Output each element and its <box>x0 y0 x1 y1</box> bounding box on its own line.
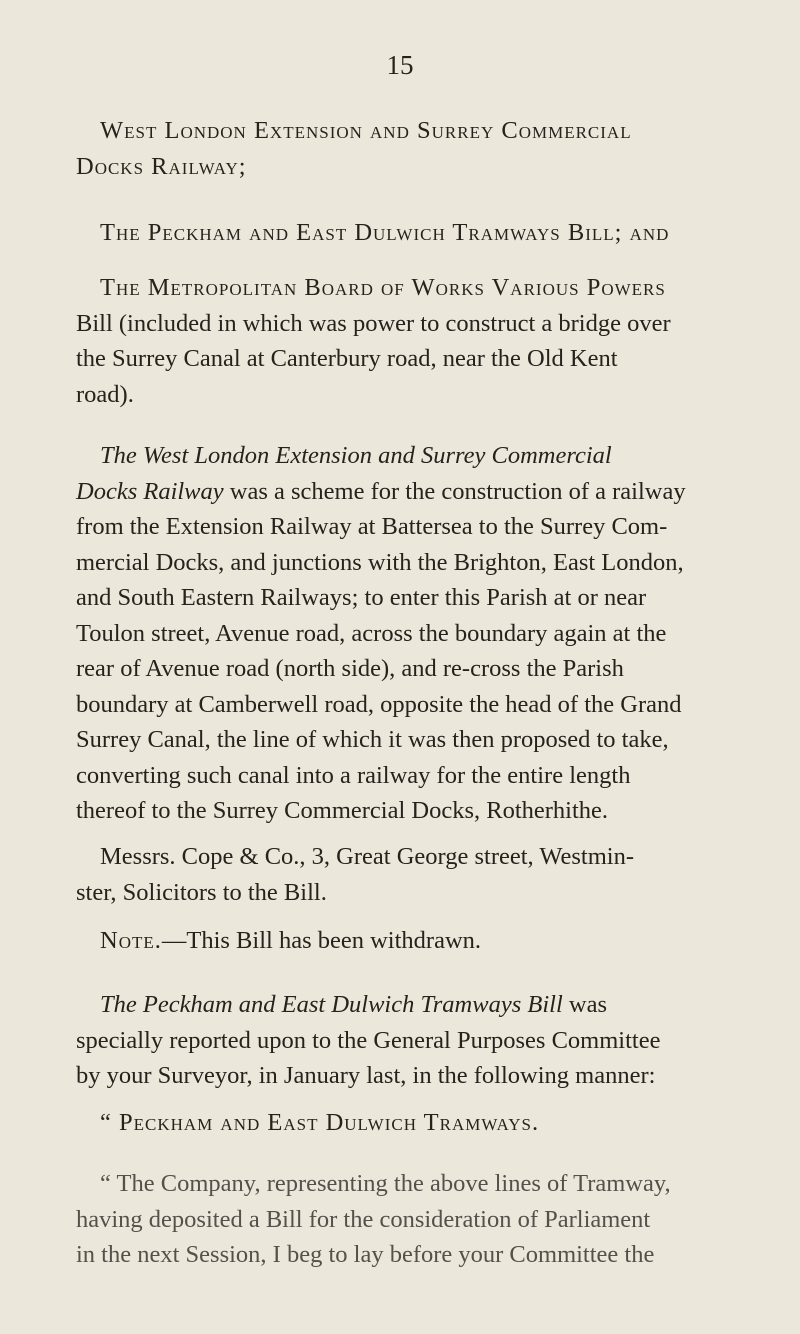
bill-line: Bill (included in which was power to construct a bridge over <box>76 309 671 337</box>
text-line: was <box>562 991 607 1018</box>
bill-line: Docks Railway; <box>76 152 247 180</box>
note-label: Note. <box>100 927 162 954</box>
text-line: rear of Avenue road (north side), and re-cross the Parish <box>76 655 624 682</box>
text-line: by your Surveyor, in January last, in the following manner: <box>76 1062 656 1089</box>
heading-text: “ Peckham and East Dulwich Tramways. <box>100 1109 540 1136</box>
note-text: —This Bill has been withdrawn. <box>161 927 482 954</box>
text-line: was a scheme for the construction of a railway <box>223 477 686 505</box>
page-number: 15 <box>386 50 414 80</box>
bill-title: The West London Extension and Surrey Commercial <box>100 442 612 469</box>
quote-paragraph <box>76 1166 795 1273</box>
text-line: Toulon street, Avenue road, across the boundary again at the <box>76 619 667 647</box>
bill-title: The Peckham and East Dulwich Tramways Bill <box>100 991 563 1018</box>
bill-line: The Metropolitan Board of Works Various Powers <box>100 274 666 301</box>
text-line: converting such canal into a railway for the entire length <box>76 761 631 789</box>
note <box>100 923 795 959</box>
text-line: mercial Docks, and junctions with the Brighton, East London, <box>76 548 684 576</box>
text-line: specially reported upon to the General Purposes Committee <box>76 1026 661 1054</box>
bill-line: The Peckham and East Dulwich Tramways Bill; and <box>100 219 670 246</box>
text-line: having deposited a Bill for the consideration of Parliament <box>76 1205 651 1233</box>
quote-heading <box>100 1105 795 1141</box>
bill-metropolitan <box>76 270 795 412</box>
text-line: ster, Solicitors to the Bill. <box>76 878 327 906</box>
text-line: boundary at Camberwell road, opposite the head of the Grand <box>76 690 682 718</box>
text-line: “ The Company, representing the above lines of Tramway, <box>100 1170 671 1197</box>
paragraph-west-london <box>76 438 795 829</box>
text-line: thereof to the Surrey Commercial Docks, Rotherhithe. <box>76 797 609 824</box>
text-line: from the Extension Railway at Battersea to the Surrey Com- <box>76 513 668 540</box>
bill-line: road). <box>76 380 134 408</box>
bill-west-london <box>76 113 795 184</box>
paragraph-solicitors <box>76 839 795 910</box>
bill-line: the Surrey Canal at Canterbury road, near the Old Kent <box>76 345 618 372</box>
bill-line: West London Extension and Surrey Commercial <box>100 117 632 144</box>
text-line: and South Eastern Railways; to enter this Parish at or near <box>76 584 647 611</box>
paragraph-peckham <box>76 987 795 1094</box>
bill-title: Docks Railway <box>76 477 224 505</box>
text-line: in the next Session, I beg to lay before your Committee the <box>76 1241 655 1268</box>
text-line: Surrey Canal, the line of which it was then proposed to take, <box>76 726 669 753</box>
text-line: Messrs. Cope & Co., 3, Great George street, Westmin- <box>100 843 634 870</box>
bill-peckham <box>100 215 795 251</box>
